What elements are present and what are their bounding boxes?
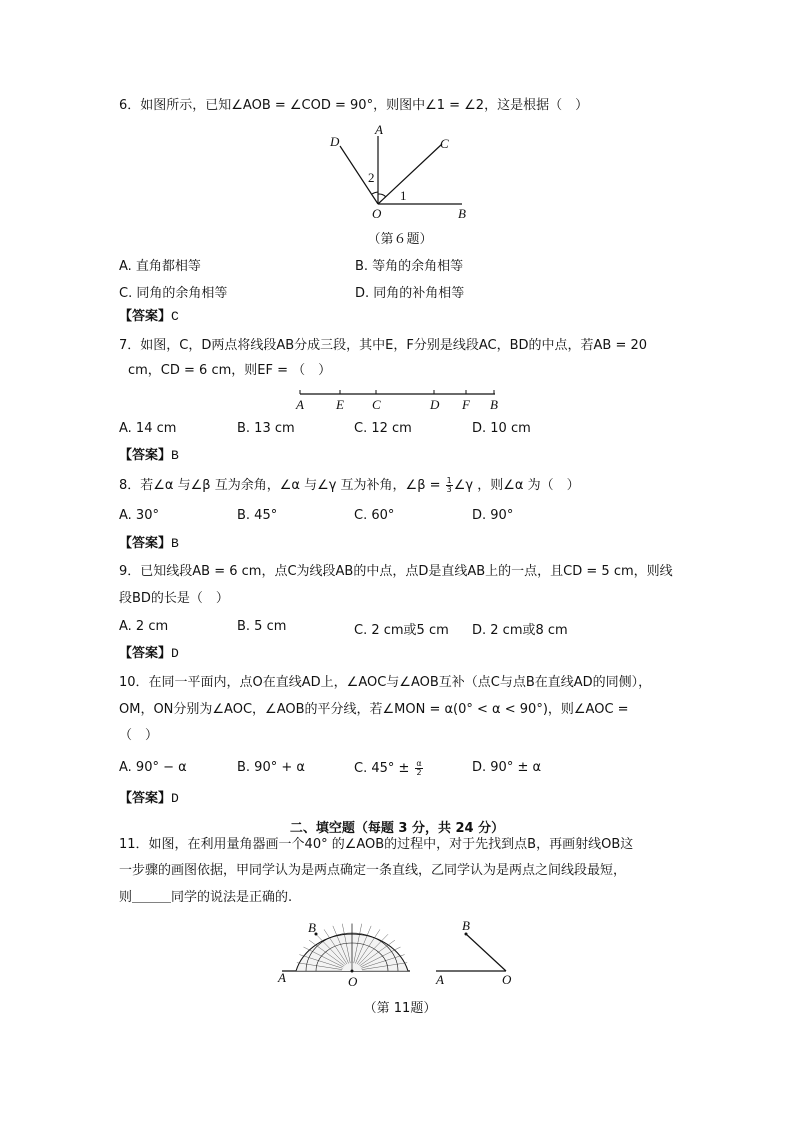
q11-stem-line3: 则＿＿＿同学的说法是正确的. bbox=[119, 890, 293, 905]
q7-label-c: C bbox=[372, 397, 381, 412]
q6-label-angle2: 2 bbox=[368, 170, 375, 185]
q7-option-a: A. 14 cm bbox=[119, 421, 177, 436]
q8-fraction-num: 1 bbox=[446, 476, 452, 485]
q6-label-b: B bbox=[458, 206, 466, 221]
q7-answer bbox=[119, 447, 179, 465]
q8-option-d: D. 90° bbox=[472, 508, 514, 523]
q6-answer-label: 【答案】 bbox=[119, 309, 172, 324]
q10-stem-line2: OM，ON分别为∠AOC，∠AOB的平分线，若∠MON = α(0° < α < 90°)，则∠AOC = bbox=[119, 702, 629, 717]
q6-label-a: A bbox=[375, 122, 383, 137]
q6-caption: （第６题） bbox=[367, 232, 433, 247]
section-2-title: 二、填空题（每题 3 分，共 24 分） bbox=[289, 821, 505, 836]
q7-label-e: E bbox=[336, 397, 344, 412]
q11-caption: （第 11题） bbox=[363, 1001, 437, 1016]
q10-option-c-frac-num: α bbox=[416, 759, 422, 768]
q10-option-d: D. 90° ± α bbox=[472, 760, 542, 775]
q7-label-b: B bbox=[490, 397, 498, 412]
q10-answer bbox=[119, 790, 179, 808]
q6-stem: 6．如图所示，已知∠AOB = ∠COD = 90°，则图中∠1 = ∠2，这是根据（ ） bbox=[119, 98, 589, 113]
q6-figure bbox=[320, 120, 480, 222]
q11-stem-line2: 一步骤的画图依据，甲同学认为是两点确定一条直线，乙同学认为是两点之间线段最短， bbox=[119, 863, 627, 878]
q9-answer-value: D bbox=[171, 646, 179, 661]
q10-answer-value: D bbox=[171, 791, 179, 806]
q9-answer bbox=[119, 645, 179, 663]
q7-answer-value: B bbox=[171, 448, 179, 463]
q10-stem-line3: （ ） bbox=[119, 728, 159, 743]
q6-label-c: C bbox=[440, 136, 449, 151]
q9-stem-line1: 9．已知线段AB = 6 cm，点C为线段AB的中点，点D是直线AB上的一点，且CD = 5 cm，则线 bbox=[119, 564, 673, 579]
q7-stem-line1: 7．如图，C，D两点将线段AB分成三段，其中E，F分别是线段AC，BD的中点，若AB = 20 bbox=[119, 338, 648, 353]
q8-stem-part-a: 8．若∠α 与∠β 互为余角，∠α 与∠γ 互为补角，∠β = bbox=[119, 478, 445, 493]
q10-option-a: A. 90° − α bbox=[119, 760, 187, 775]
q11-right-label-o: O bbox=[502, 972, 512, 987]
q6-label-d: D bbox=[330, 134, 340, 149]
q7-figure bbox=[290, 384, 505, 414]
q10-stem-line1: 10．在同一平面内，点O在直线AD上，∠AOC与∠AOB互补（点C与点B在直线AD的同侧）， bbox=[119, 675, 652, 690]
q9-option-d: D. 2 cm或8 cm bbox=[472, 623, 568, 638]
q11-figure bbox=[276, 912, 526, 992]
q6-answer-value: C bbox=[171, 309, 179, 324]
q11-left-label-o: O bbox=[348, 974, 358, 989]
q7-option-c: C. 12 cm bbox=[354, 421, 412, 436]
q8-answer bbox=[119, 535, 179, 553]
q8-stem bbox=[119, 477, 580, 495]
q6-option-b: B. 等角的余角相等 bbox=[355, 259, 464, 274]
q8-answer-label: 【答案】 bbox=[119, 536, 172, 551]
q8-option-b: B. 45° bbox=[237, 508, 278, 523]
q8-option-a: A. 30° bbox=[119, 508, 159, 523]
q8-option-c: C. 60° bbox=[354, 508, 395, 523]
q9-stem-line2: 段BD的长是（ ） bbox=[119, 591, 229, 606]
q8-fraction-den: 3 bbox=[446, 485, 452, 494]
q11-left-label-b: B bbox=[308, 920, 316, 935]
q6-label-o: O bbox=[372, 206, 382, 221]
q9-option-c: C. 2 cm或5 cm bbox=[354, 623, 449, 638]
q10-option-c-fraction bbox=[415, 760, 422, 777]
q6-option-d: D. 同角的补角相等 bbox=[355, 286, 465, 301]
q6-label-angle1: 1 bbox=[400, 188, 407, 203]
q7-label-d: D bbox=[430, 397, 440, 412]
q6-option-c: C. 同角的余角相等 bbox=[119, 286, 228, 301]
q11-left-label-a: A bbox=[278, 970, 286, 985]
q7-answer-label: 【答案】 bbox=[119, 448, 172, 463]
q7-option-b: B. 13 cm bbox=[237, 421, 295, 436]
q9-option-b: B. 5 cm bbox=[237, 619, 287, 634]
q7-option-d: D. 10 cm bbox=[472, 421, 531, 436]
q9-answer-label: 【答案】 bbox=[119, 646, 172, 661]
q6-option-a: A. 直角都相等 bbox=[119, 259, 201, 274]
q7-label-a: A bbox=[296, 397, 304, 412]
q10-option-c-frac-den: 2 bbox=[416, 768, 422, 777]
q9-option-a: A. 2 cm bbox=[119, 619, 169, 634]
q10-option-c-text: C. 45° ± bbox=[354, 761, 410, 776]
q11-right-label-a: A bbox=[436, 972, 444, 987]
q6-answer bbox=[119, 308, 179, 326]
q7-label-f: F bbox=[462, 397, 470, 412]
q8-fraction bbox=[446, 477, 453, 494]
q11-stem-line1: 11．如图，在利用量角器画一个40° 的∠AOB的过程中，对于先找到点B，再画射线OB这 bbox=[119, 837, 634, 852]
q8-answer-value: B bbox=[171, 536, 179, 551]
q11-right-label-b: B bbox=[462, 918, 470, 933]
q10-option-c bbox=[354, 760, 424, 777]
q7-stem-line2: cm，CD = 6 cm，则EF = （ ） bbox=[128, 363, 332, 378]
q10-answer-label: 【答案】 bbox=[119, 791, 172, 806]
q8-stem-part-b: ∠γ ，则∠α 为（ ） bbox=[453, 478, 580, 493]
q10-option-b: B. 90° + α bbox=[237, 760, 305, 775]
